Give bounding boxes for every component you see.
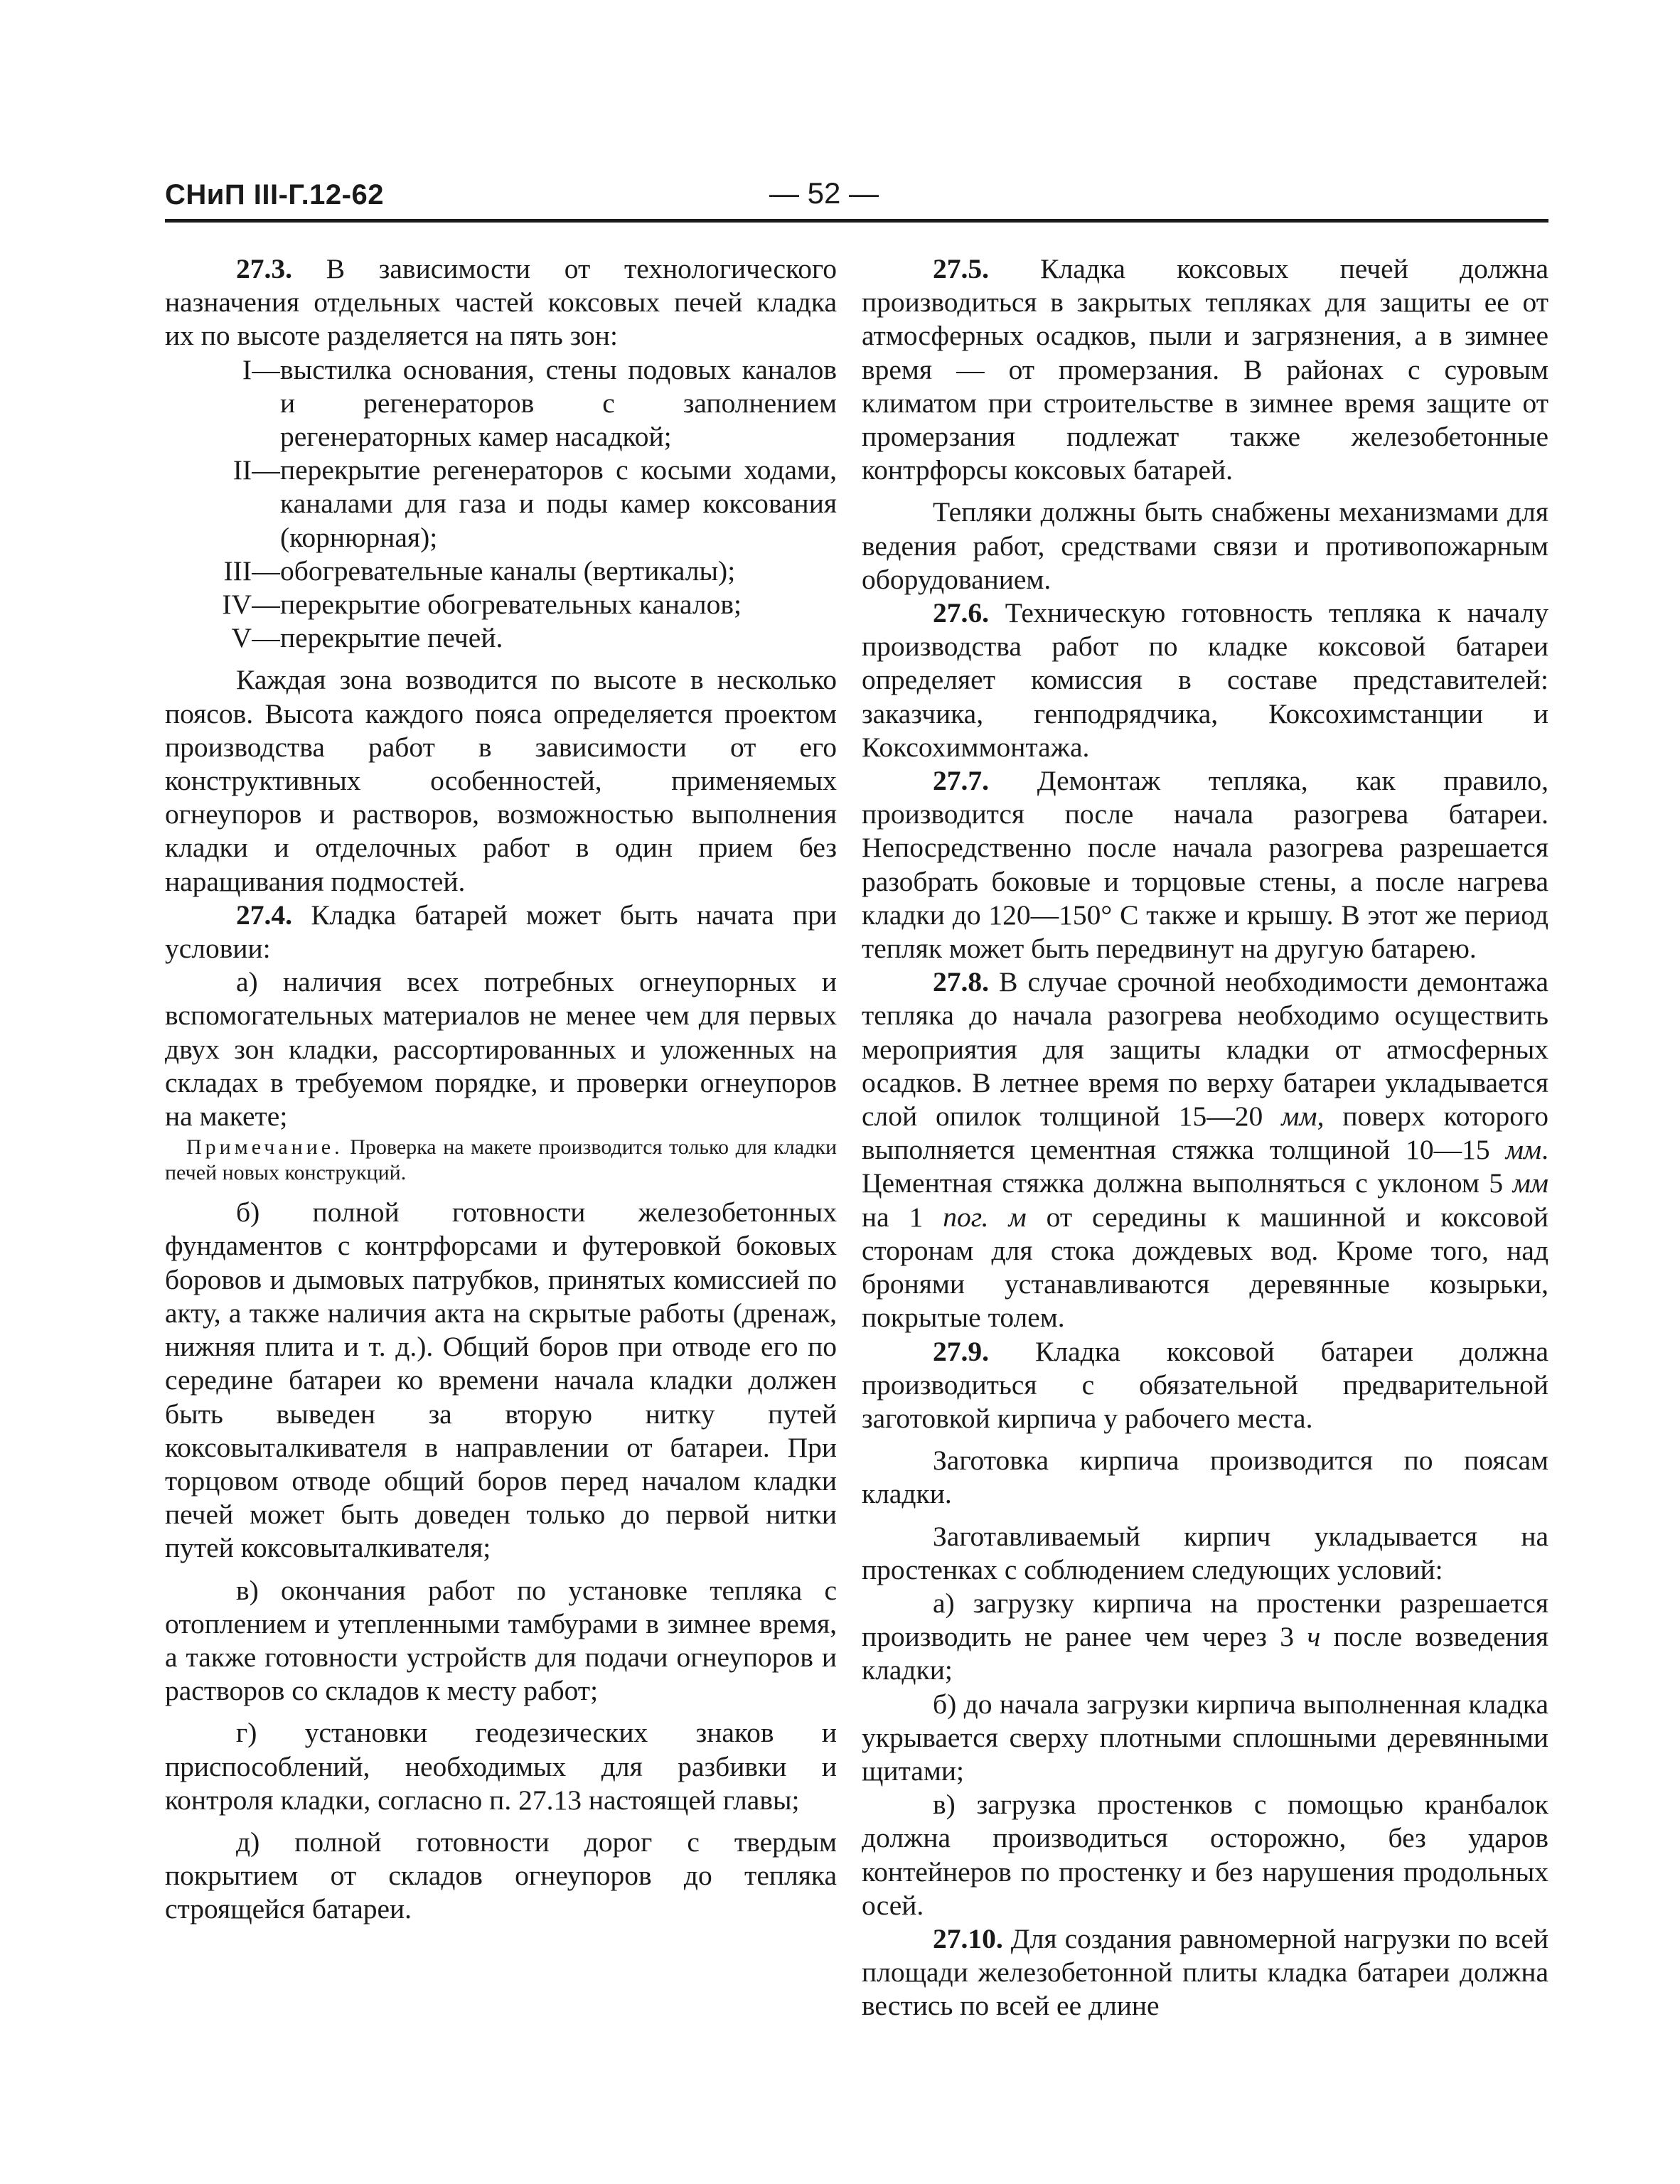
zone-text: перекрытие регенераторов с косыми ходами, каналами для газа и поды камер коксования (корнюрная); (280, 454, 837, 553)
paragraph-text: Техническую готовность тепляка к началу производства работ по кладке коксовой батареи определяет комиссия в составе представителей: заказчика, генподрядчика, Коксохимстанции и Коксохиммонтажа. (862, 597, 1548, 763)
condition-item-b: б) полной готовности железобетонных фундаментов с контрфорсами и футеровкой боковых боровов и дымовых патрубков, принятых комиссией по акту, а также наличия акта на скрытые работы (дренаж, нижняя плита и т. д.). Общий боров при отводе его по середине батареи ко времени начала кладки должен быть выведен за вторую нитку путей коксовыталкивателя в направлении от батареи. При торцовом отводе общий боров перед началом кладки печей может быть доведен только до первой нитки путей коксовыталкивателя; (165, 1197, 837, 1564)
unit: ч (1307, 1621, 1321, 1653)
paragraph-text: после возведения кладки; (862, 1621, 1548, 1686)
paragraph-27-4 (165, 899, 837, 965)
paragraph-27-5 (862, 252, 1548, 487)
section-label: 27.4. (236, 899, 292, 931)
right-column (862, 252, 1548, 2023)
zone-text: выстилка основания, стены подовых каналов и регенераторов с заполнением регенераторных камер насадкой; (280, 353, 837, 453)
zone-number: V (231, 622, 252, 654)
zone-number: I (242, 353, 252, 385)
zone-item-5: V — перекрытие печей. (165, 621, 837, 655)
paragraph-text: В зависимости от технологического назначения отдельных частей коксовых печей кладка их по высоте разделяется на пять зон: (165, 253, 837, 352)
condition-item-g: г) установки геодезических знаков и приспособлений, необходимых для разбивки и контроля кладки, согласно п. 27.13 настоящей главы; (165, 1717, 837, 1816)
unit: мм (1512, 1167, 1548, 1199)
paragraph-27-9-cont-1: Заготовка кирпича производится по поясам кладки. (862, 1445, 1548, 1510)
zone-text: перекрытие печей. (280, 622, 503, 654)
zone-item-1: I — выстилка основания, стены подовых каналов и регенераторов с заполнением регенераторных камер насадкой; (165, 353, 837, 454)
paragraph-text: , поверх которого выполняется цементная стяжка толщиной 10—15 (862, 1101, 1548, 1166)
note-label: Примечание. (186, 1135, 343, 1160)
left-column (165, 252, 837, 1927)
page-header (165, 176, 1548, 213)
zone-text: перекрытие обогревательных каналов; (280, 589, 742, 621)
paragraph-27-10 (862, 1922, 1548, 2023)
condition-item-b-right: б) до начала загрузки кирпича выполненная кладка укрывается сверху плотными сплошными деревянными щитами; (862, 1688, 1548, 1787)
condition-item-v: в) окончания работ по установке тепляка с отоплением и утепленными тамбурами в зимнее время, а также готовности устройств для подачи огнеупоров и растворов со складов к месту работ; (165, 1574, 837, 1707)
paragraph-27-9 (862, 1335, 1548, 1436)
paragraph-text: а) загрузку кирпича на простенки разрешается производить не ранее чем через 3 (862, 1587, 1548, 1653)
document-code: СНиП III-Г.12-62 (165, 179, 384, 210)
section-label: 27.8. (933, 966, 989, 998)
condition-item-v-right: в) загрузка простенков с помощью кранбалок должна производиться осторожно, без ударов контейнеров по простенку и без нарушения продольных осей. (862, 1789, 1548, 1921)
section-label: 27.7. (933, 765, 989, 797)
paragraph-27-3 (165, 252, 837, 353)
section-label: 27.9. (933, 1335, 989, 1367)
paragraph-text: Кладка коксовой батареи должна производиться с обязательной предварительной заготовкой кирпича у рабочего места. (862, 1335, 1548, 1434)
zones-paragraph: Каждая зона возводится по высоте в несколько поясов. Высота каждого пояса определяется проектом производства работ в зависимости от его конструктивных особенностей, применяемых огнеупоров и растворов, возможностью выполнения кладки и отделочных работ в один прием без наращивания подмостей. (165, 664, 837, 897)
paragraph-27-7 (862, 764, 1548, 965)
unit: мм (1505, 1134, 1542, 1166)
zone-item-2: II — перекрытие регенераторов с косыми ходами, каналами для газа и поды камер коксования (корнюрная); (165, 454, 837, 555)
paragraph-27-6 (862, 596, 1548, 764)
paragraph-27-9-cont-2: Заготавливаемый кирпич укладывается на простенках с соблюдением следующих условий: (862, 1520, 1548, 1585)
paragraph-text: на 1 (862, 1201, 943, 1233)
paragraph-text: Кладка коксовых печей должна производиться в закрытых тепляках для защиты ее от атмосферных осадков, пыли и загрязнения, а в зимнее время — от промерзания. В районах с суровым климатом при строительстве в зимнее время защите от промерзания подлежат также железобетонные контрфорсы коксовых батарей. (862, 253, 1548, 486)
zone-item-4: IV — перекрытие обогревательных каналов; (165, 588, 837, 621)
paragraph-text: от середины к машинной и коксовой сторонам для стока дождевых вод. Кроме того, над бронями устанавливаются деревянные козырьки, покрытые толем. (862, 1201, 1548, 1334)
unit: мм (1281, 1101, 1317, 1133)
zone-text: обогревательные каналы (вертикалы); (280, 555, 736, 587)
page-number: — 52 — (769, 176, 879, 210)
paragraph-27-8 (862, 965, 1548, 1334)
condition-item-a: а) наличия всех потребных огнеупорных и вспомогательных материалов не менее чем для первых двух зон кладки, рассортированных и уложенных на складах в требуемом порядке, и проверки огнеупоров на макете; (165, 966, 837, 1133)
zone-number: III (223, 555, 252, 587)
section-label: 27.6. (933, 597, 989, 629)
section-label: 27.3. (236, 253, 292, 284)
section-label: 27.5. (933, 253, 989, 284)
zone-number: II (232, 454, 252, 486)
zone-number: IV (222, 589, 252, 621)
unit: пог. м (943, 1201, 1027, 1233)
condition-item-a-right (862, 1587, 1548, 1688)
zone-item-3: III — обогревательные каналы (вертикалы); (165, 555, 837, 588)
paragraph-text: В случае срочной необходимости демонтажа тепляка до начала разогрева необходимо осуществить мероприятия для защиты кладки от атмосферных осадков. В летнее время по верху батареи укладывается слой опилок толщиной 15—20 (862, 966, 1548, 1133)
paragraph-text: Кладка батарей может быть начата при условии: (165, 899, 837, 965)
note-text: Проверка на макете производится только для кладки печей новых конструкций. (165, 1135, 837, 1185)
note (165, 1135, 837, 1186)
header-rule (165, 219, 1548, 223)
section-label: 27.10. (933, 1922, 1003, 1954)
paragraph-text: Для создания равномерной нагрузки по всей площади железобетонной плиты кладка батареи должна вестись по всей ее длине (862, 1922, 1548, 2022)
paragraph-text: . Цементная стяжка должна выполняться с уклоном 5 (862, 1134, 1548, 1199)
paragraph-27-5-cont: Тепляки должны быть снабжены механизмами для ведения работ, средствами связи и противопожарным оборудованием. (862, 496, 1548, 595)
paragraph-text: Демонтаж тепляка, как правило, производится после начала разогрева батареи. Непосредственно после начала разогрева разрешается разобрать боковые и торцовые стены, а после нагрева кладки до 120—150° С также и крышу. В этот же период тепляк может быть передвинут на другую батарею. (862, 765, 1548, 965)
condition-item-d: д) полной готовности дорог с твердым покрытием от складов огнеупоров до тепляка строящейся батареи. (165, 1826, 837, 1925)
